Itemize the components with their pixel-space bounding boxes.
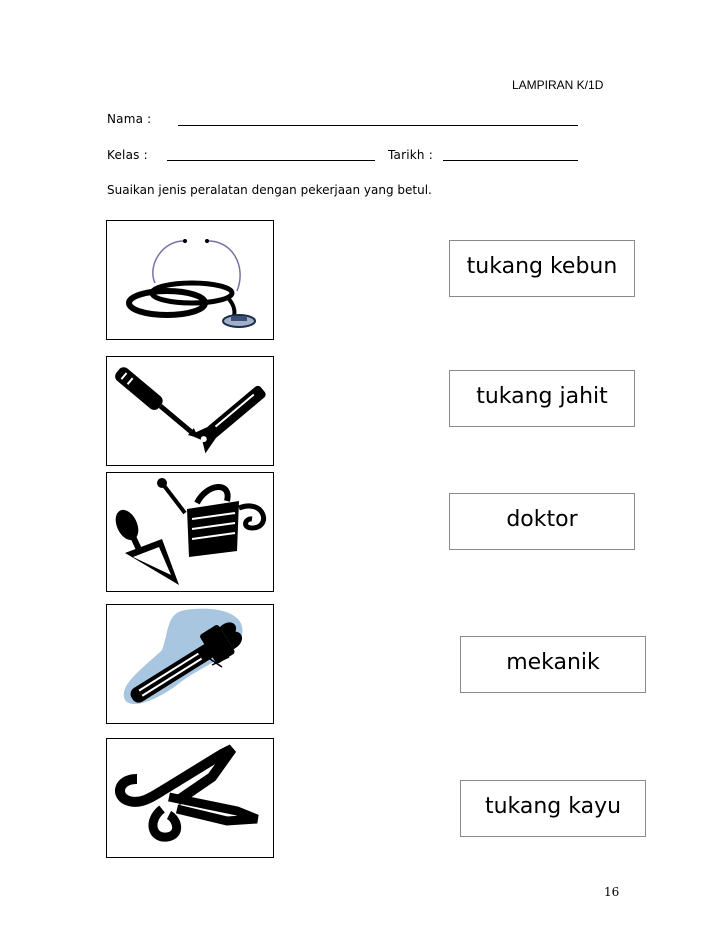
picture-box-stethoscope[interactable] [106,220,274,340]
page-number: 16 [604,885,620,899]
stethoscope-icon [107,221,273,339]
instruction-text: Suaikan jenis peralatan dengan pekerjaan yang betul. [107,183,432,197]
picture-box-watering-can-trowel[interactable] [106,472,274,592]
screwdriver-wrench-icon [107,357,273,465]
occupation-label: tukang jahit [476,383,608,409]
picture-box-hammer[interactable] [106,604,274,724]
hammer-icon [107,605,273,723]
occupation-box-5[interactable] [460,780,646,837]
occupation-label: tukang kayu [484,793,622,819]
occupation-box-3[interactable] [449,493,635,550]
occupation-label: doktor [506,506,578,532]
watering-can-trowel-icon [107,473,273,591]
class-label: Kelas : [107,148,148,162]
occupation-label: mekanik [506,649,600,675]
class-line[interactable] [167,160,375,161]
date-label: Tarikh : [388,148,433,162]
picture-box-scissors[interactable] [106,738,274,858]
name-label: Nama : [107,112,152,126]
scissors-icon [107,739,273,857]
appendix-label: LAMPIRAN K/1D [512,78,604,92]
occupation-box-2[interactable] [449,370,635,427]
picture-box-screwdriver-wrench[interactable] [106,356,274,466]
name-line[interactable] [178,125,578,126]
date-line[interactable] [443,160,578,161]
occupation-box-4[interactable] [460,636,646,693]
occupation-label: tukang kebun [466,253,618,279]
occupation-box-1[interactable] [449,240,635,297]
